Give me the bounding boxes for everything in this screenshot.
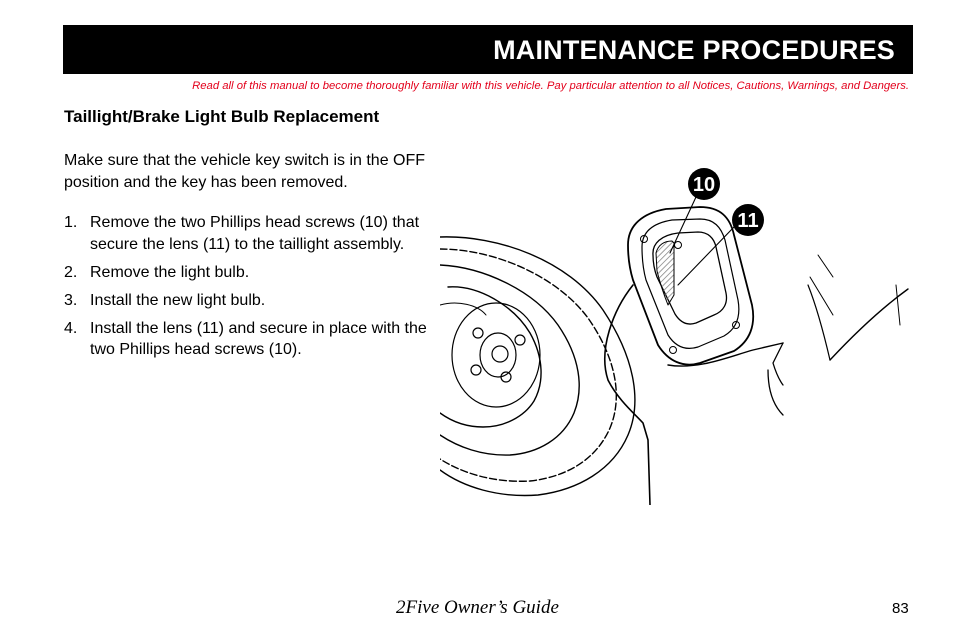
step-text: Remove the two Phillips head screws (10) that secure the lens (11) to the taillight assembly. <box>90 214 420 253</box>
wheel-hub <box>440 303 540 407</box>
step-text: Install the new light bulb. <box>90 291 266 309</box>
header-bar <box>63 25 913 74</box>
safety-notice: Read all of this manual to become thoroughly familiar with this vehicle. Pay particular attention to all Notices, Cautions, Warnings, and Dangers. <box>192 80 909 92</box>
step-number: 1. <box>64 214 78 231</box>
step-number: 2. <box>64 263 78 281</box>
fender-outline <box>605 255 908 505</box>
leader-line-10 <box>670 197 696 253</box>
callout-11 <box>732 204 764 236</box>
step-item <box>64 212 429 255</box>
intro-paragraph: Make sure that the vehicle key switch is in the OFF position and the key has been removed. <box>64 152 426 191</box>
step-text: Install the lens (11) and secure in place with the two Phillips head screws (10). <box>90 319 427 358</box>
callout-10 <box>688 168 720 200</box>
taillight-illustration <box>438 165 913 505</box>
leader-line-11 <box>678 227 734 285</box>
callout-10-label: 10 <box>692 174 716 196</box>
step-number: 4. <box>64 319 78 337</box>
section-heading: Taillight/Brake Light Bulb Replacement <box>64 107 380 126</box>
page-title: MAINTENANCE PROCEDURES <box>493 35 895 65</box>
steps-list <box>64 212 429 367</box>
step-item <box>64 318 429 361</box>
step-item <box>64 290 429 312</box>
page-number: 83 <box>892 600 909 617</box>
footer-title: 2Five Owner’s Guide <box>396 597 559 618</box>
step-number: 3. <box>64 291 78 309</box>
taillight-assembly <box>628 207 753 365</box>
callout-11-label: 11 <box>737 210 759 232</box>
step-text: Remove the light bulb. <box>90 263 250 281</box>
step-item <box>64 262 429 284</box>
